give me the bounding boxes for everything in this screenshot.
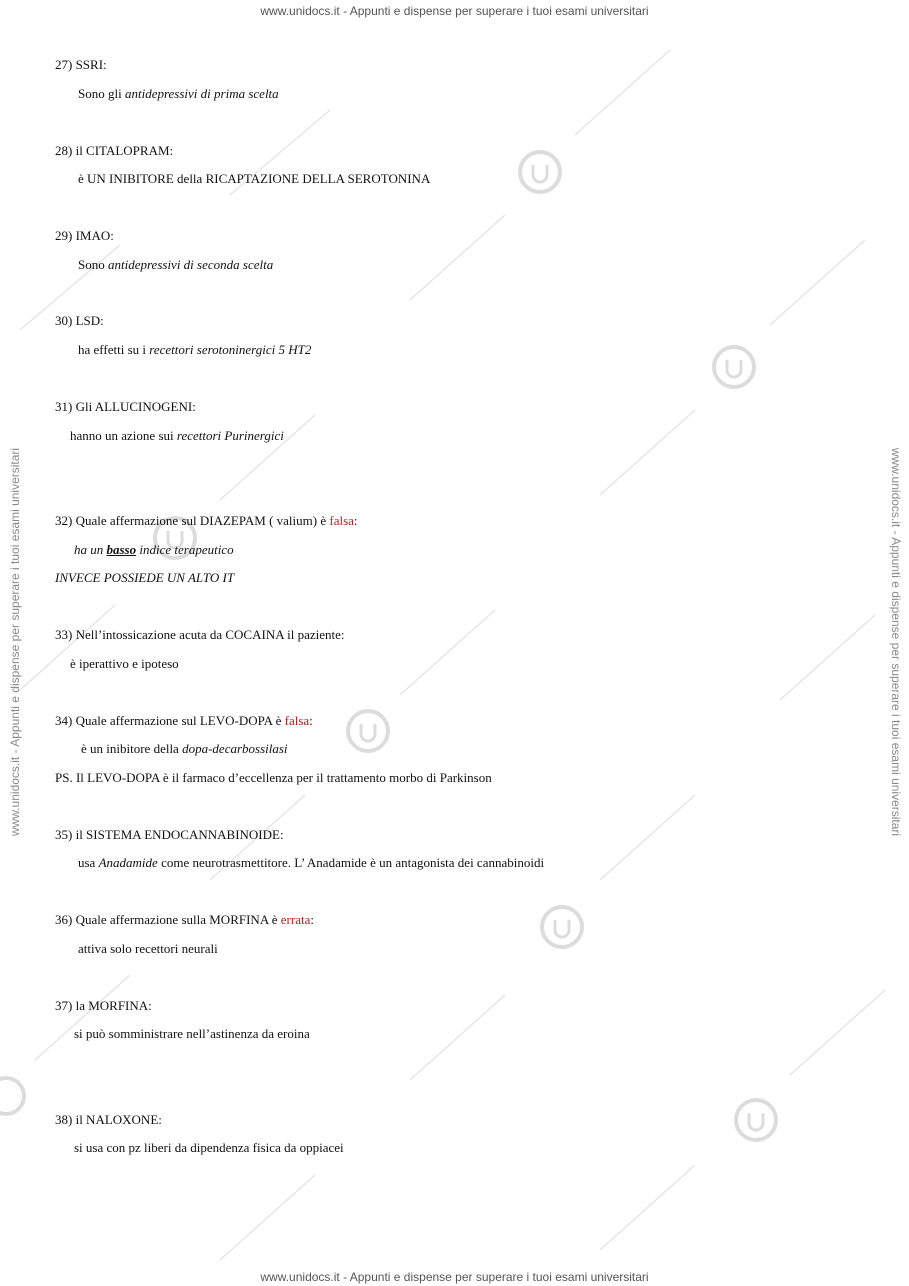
side-banner-right: www.unidocs.it - Appunti e dispense per superare i tuoi esami universitari bbox=[889, 447, 903, 837]
answer-36: attiva solo recettori neurali bbox=[78, 941, 218, 956]
footer-banner: www.unidocs.it - Appunti e dispense per superare i tuoi esami universitari bbox=[260, 1270, 649, 1284]
answer-38: si usa con pz liberi da dipendenza fisica da oppiacei bbox=[74, 1140, 344, 1155]
answer-31: hanno un azione sui recettori Purinergici bbox=[70, 428, 284, 443]
question-35: 35) il SISTEMA ENDOCANNABINOIDE: bbox=[55, 827, 284, 842]
answer-29: Sono antidepressivi di seconda scelta bbox=[78, 257, 274, 272]
question-38: 38) il NALOXONE: bbox=[55, 1112, 162, 1127]
question-36: 36) Quale affermazione sulla MORFINA è errata: bbox=[55, 912, 314, 927]
note-34: PS. Il LEVO-DOPA è il farmaco d’eccellenza per il trattamento morbo di Parkinson bbox=[55, 770, 492, 785]
question-31: 31) Gli ALLUCINOGENI: bbox=[55, 399, 196, 414]
answer-30: ha effetti su i recettori serotoninergici 5 HT2 bbox=[78, 342, 312, 357]
question-32: 32) Quale affermazione sul DIAZEPAM ( valium) è falsa: bbox=[55, 513, 358, 528]
answer-37: si può somministrare nell’astinenza da eroina bbox=[74, 1026, 310, 1041]
question-27: 27) SSRI: bbox=[55, 57, 107, 72]
answer-27: Sono gli antidepressivi di prima scelta bbox=[78, 86, 279, 101]
answer-33: è iperattivo e ipoteso bbox=[70, 656, 179, 671]
question-37: 37) la MORFINA: bbox=[55, 998, 152, 1013]
question-33: 33) Nell’intossicazione acuta da COCAINA il paziente: bbox=[55, 627, 345, 642]
answer-35: usa Anadamide come neurotrasmettitore. L’ Anadamide è un antagonista dei cannabinoidi bbox=[78, 855, 545, 870]
question-30: 30) LSD: bbox=[55, 313, 104, 328]
side-banner-left: www.unidocs.it - Appunti e dispense per superare i tuoi esami universitari bbox=[8, 447, 22, 837]
unidocs-logo-icon bbox=[0, 152, 776, 1140]
header-banner: www.unidocs.it - Appunti e dispense per superare i tuoi esami universitari bbox=[260, 4, 649, 18]
answer-32: ha un basso indice terapeutico bbox=[74, 542, 234, 557]
answer-28: è UN INIBITORE della RICAPTAZIONE DELLA SEROTONINA bbox=[78, 171, 431, 186]
question-28: 28) il CITALOPRAM: bbox=[55, 143, 174, 158]
question-34: 34) Quale affermazione sul LEVO-DOPA è falsa: bbox=[55, 713, 313, 728]
note-32: INVECE POSSIEDE UN ALTO IT bbox=[55, 570, 235, 585]
question-29: 29) IMAO: bbox=[55, 228, 114, 243]
answer-34: è un inibitore della dopa-decarbossilasi bbox=[81, 741, 288, 756]
